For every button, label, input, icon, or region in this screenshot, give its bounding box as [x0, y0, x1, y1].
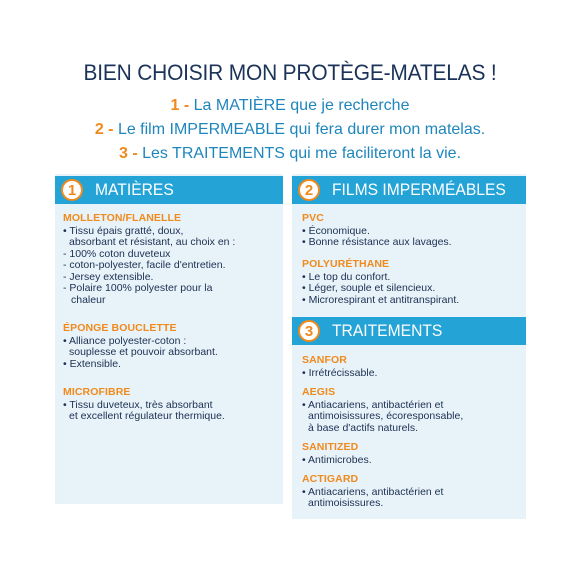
block-line: • Tissu duveteux, très absorbant — [63, 398, 213, 411]
block-line: - 100% coton duveteux — [63, 247, 171, 260]
block-heading: SANFOR — [302, 354, 347, 366]
block-heading: ACTIGARD — [302, 473, 359, 485]
intro-text: La MATIÈRE que je recherche — [193, 97, 410, 114]
intro-text: Les TRAITEMENTS qui me faciliteront la vie. — [142, 145, 462, 162]
traitement-aegis — [302, 387, 463, 434]
block-line: - Jersey extensible. — [63, 270, 154, 283]
block-line: et excellent régulateur thermique. — [69, 410, 225, 422]
page-title: BIEN CHOISIR MON PROTÈGE-MATELAS ! — [83, 60, 497, 85]
intro-line-1 — [0, 97, 580, 115]
block-line: • Antimicrobes. — [302, 453, 372, 466]
film-pvc — [302, 213, 452, 249]
block-line: • Extensible. — [63, 357, 121, 370]
block-heading: MOLLETON/FLANELLE — [63, 212, 182, 224]
section-title: TRAITEMENTS — [332, 321, 443, 340]
section-number-badge: 3 — [298, 320, 320, 342]
block-heading: PVC — [302, 212, 324, 224]
block-heading: SANITIZED — [302, 441, 359, 453]
traitements-header — [292, 317, 526, 345]
section-title: MATIÈRES — [95, 180, 174, 199]
block-line: • Antiacariens, antibactérien et — [302, 485, 444, 498]
matiere-eponge — [63, 323, 218, 370]
block-line: - Polaire 100% polyester pour la — [63, 282, 213, 294]
block-line: - coton-polyester, facile d'entretien. — [63, 259, 226, 271]
intro-number: 1 - — [170, 97, 190, 114]
block-line: • Irrétrécissable. — [302, 366, 378, 379]
block-line: antimoisissures. — [308, 497, 384, 509]
films-header — [292, 176, 526, 204]
film-polyurethane — [302, 259, 459, 306]
block-line: • Microrespirant et antitranspirant. — [302, 293, 460, 306]
section-number-badge: 1 — [61, 179, 83, 201]
block-line: • Le top du confort. — [302, 270, 391, 283]
section-title: FILMS IMPERMÉABLES — [332, 180, 506, 199]
block-heading: AEGIS — [302, 386, 336, 398]
block-line: souplesse et pouvoir absorbant. — [69, 346, 218, 358]
block-line: • Bonne résistance aux lavages. — [302, 236, 452, 248]
traitement-sanitized — [302, 442, 372, 466]
block-line: antimoisissures, écoresponsable, — [308, 410, 464, 422]
section-number-badge: 2 — [298, 179, 320, 201]
block-heading: ÉPONGE BOUCLETTE — [63, 322, 177, 334]
block-line: • Tissu épais gratté, doux, — [63, 224, 184, 237]
intro-line-3 — [0, 145, 580, 163]
block-line: • Antiacariens, antibactérien et — [302, 398, 444, 411]
intro-number: 2 - — [94, 121, 114, 138]
intro-number: 3 - — [118, 145, 138, 162]
traitement-actigard — [302, 474, 443, 510]
intro-line-2 — [0, 121, 580, 139]
block-line: à base d'actifs naturels. — [308, 421, 418, 434]
intro-text: Le film IMPERMEABLE qui fera durer mon matelas. — [117, 121, 486, 138]
matiere-microfibre — [63, 387, 225, 423]
matieres-header — [55, 176, 283, 204]
block-line: • Alliance polyester-coton : — [63, 334, 187, 347]
block-line: • Économique. — [302, 224, 370, 237]
matiere-molleton — [63, 213, 235, 306]
block-line: absorbant et résistant, au choix en : — [69, 236, 236, 248]
block-heading: MICROFIBRE — [63, 386, 131, 398]
block-line: chaleur — [71, 293, 106, 306]
block-line: • Léger, souple et silencieux. — [302, 282, 436, 294]
traitement-sanfor — [302, 355, 377, 379]
block-heading: POLYURÉTHANE — [302, 258, 390, 270]
